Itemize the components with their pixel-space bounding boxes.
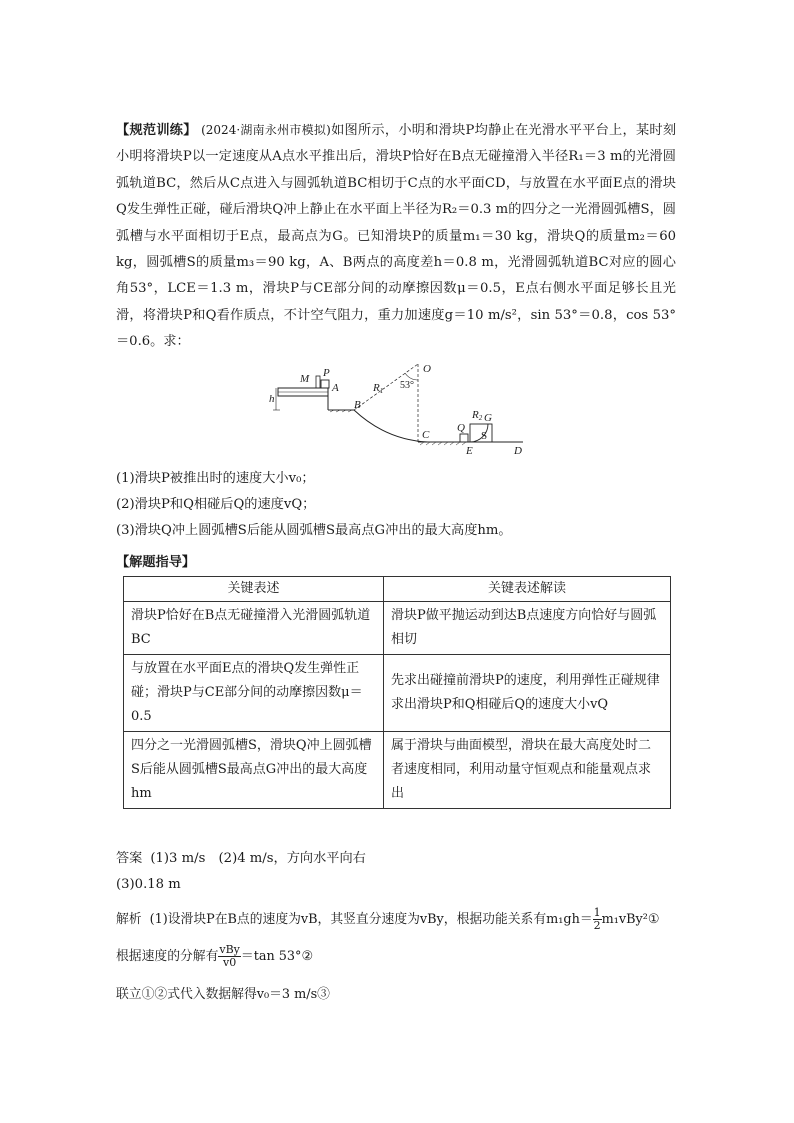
problem-statement <box>116 117 676 356</box>
problem-source: (2024·湖南永州市模拟) <box>201 123 331 137</box>
guide-table <box>123 576 671 809</box>
person-M-icon <box>316 376 320 388</box>
question-2: (2)滑块P和Q相碰后Q的速度vQ； <box>116 497 316 512</box>
analysis-line-3: 联立①②式代入数据解得v₀＝3 m/s③ <box>116 987 330 1002</box>
label-P: P <box>323 367 330 379</box>
table-cell: 先求出碰撞前滑块P的速度，利用弹性正碰规律求出滑块P和Q相碰后Q的速度大小vQ <box>384 655 671 732</box>
analysis-text-2-tail: ＝tan 53°② <box>240 949 313 964</box>
table-row <box>124 602 671 655</box>
label-D: D <box>514 445 522 456</box>
block-P <box>321 380 329 388</box>
table-cell: 属于滑块与曲面模型，滑块在最大高度处时二者速度相同，利用动量守恒观点和能量观点求出 <box>384 732 671 809</box>
table-header: 关键表述 <box>124 577 384 602</box>
answer-line-2: (3)0.18 m <box>116 877 181 892</box>
problem-text: 如图所示，小明和滑块P均静止在光滑水平平台上，某时刻小明将滑块P以一定速度从A点水平推出后，滑块P恰好在B点无碰撞滑入半径R₁＝3 m的光滑圆弧轨道BC，然后从C点进入与圆弧轨道BC相切于C点的水平面CD，与放置在水平面E点的滑块Q发生弹性正碰，碰后滑块Q冲上静止在水平面上半径为R₂＝0.3 m的四分之一光滑圆弧槽S，圆弧槽与水平面相切于E点，最高点为G。已知滑块P的质量m₁＝30 kg，滑块Q的质量m₂＝60 kg，圆弧槽S的质量m₃＝90 kg，A、B两点的高度差h＝0.8 m，光滑圆弧轨道BC对应的圆心角53°，LCE＝1.3 m，滑块P与CE部分间的动摩擦因数μ＝0.5，E点右侧水平面足够长且光滑，将滑块P和Q看作质点，不计空气阻力，重力加速度g＝10 m/s²，sin 53°＝0.8，cos 53°＝0.6。求： <box>116 123 677 350</box>
label-G: G <box>484 412 492 424</box>
analysis-text-2: 根据速度的分解有 <box>116 949 219 964</box>
label-M: M <box>300 373 310 385</box>
label-Q: Q <box>457 422 465 434</box>
answer-label: 答案 <box>116 851 143 866</box>
label-h: h <box>269 393 275 405</box>
label-angle: 53° <box>400 380 414 391</box>
table-header-row <box>124 577 671 602</box>
analysis-line-2 <box>116 944 686 969</box>
block-Q <box>460 434 468 442</box>
table-cell: 四分之一光滑圆弧槽S，滑块Q冲上圆弧槽S后能从圆弧槽S最高点G冲出的最大高度hm <box>124 732 384 809</box>
label-C: C <box>422 429 430 441</box>
table-cell: 滑块P恰好在B点无碰撞滑入光滑圆弧轨道BC <box>124 602 384 655</box>
label-A: A <box>332 382 339 394</box>
label-R1: R1 <box>373 382 384 395</box>
problem-tag: 【规范训练】 <box>116 123 197 138</box>
table-cell: 滑块P做平抛运动到达B点速度方向恰好与圆弧相切 <box>384 602 671 655</box>
guide-title: 【解题指导】 <box>116 555 196 570</box>
table-row <box>124 732 671 809</box>
label-O: O <box>423 363 431 375</box>
table-row <box>124 655 671 732</box>
table-header: 关键表述解读 <box>384 577 671 602</box>
arc-BC <box>354 410 428 442</box>
analysis-label: 解析 <box>116 912 142 927</box>
table-cell: 与放置在水平面E点的滑块Q发生弹性正碰；滑块P与CE部分间的动摩擦因数μ＝0.5 <box>124 655 384 732</box>
fraction-velocity: $\frac{\text{vBy}}{v0}$ <box>219 943 240 969</box>
analysis-line-1 <box>116 907 686 932</box>
label-S: S <box>481 430 488 442</box>
answer-text-1: (1)3 m/s (2)4 m/s，方向水平向右 <box>150 851 366 866</box>
analysis-text-1: (1)设滑块P在B点的速度为vB，其竖直分速度为vBy，根据功能关系有m₁gh＝ <box>149 912 593 927</box>
analysis-text-1-tail: m₁vBy²① <box>601 912 660 927</box>
question-1: (1)滑块P被推出时的速度大小v₀； <box>116 471 315 486</box>
problem-figure <box>268 360 538 456</box>
answer-line-1 <box>116 849 366 869</box>
label-E: E <box>466 445 473 456</box>
question-3: (3)滑块Q冲上圆弧槽S后能从圆弧槽S最高点G冲出的最大高度hm。 <box>116 523 512 538</box>
label-B: B <box>354 399 361 411</box>
fraction-half: $\frac{1}{2}$ <box>593 906 601 932</box>
label-R2: R2 <box>472 409 483 422</box>
